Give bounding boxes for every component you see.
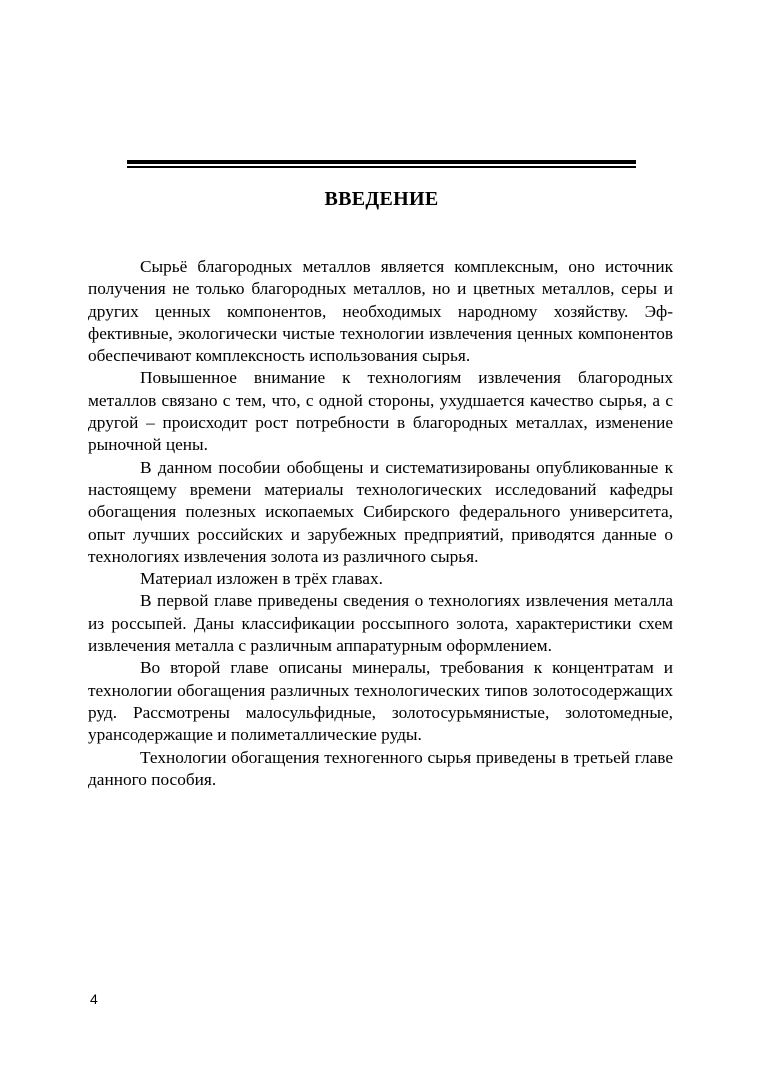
- body-text: [88, 256, 673, 791]
- paragraph-1: Сырьё благородных металлов является комплексным, оно источник получения не только благородных металлов, но и цветных металлов, серы и других ценных компонентов, необходимых народному хозяйству. Эффективные, экологически чистые технологии извлечения ценных компонентов обеспечивают комплексность использования сырья.: [88, 257, 673, 366]
- paragraph-5: В первой главе приведены сведения о технологиях извлечения металла из россыпей. Даны классификации россыпного золота, характеристики схем извлечения металла с различным аппаратурным оформлением.: [88, 591, 673, 656]
- paragraph-2: Повышенное внимание к технологиям извлечения благородных металлов связано с тем, что, с одной стороны, ухудшается качество сырья, а с другой – происходит рост потребности в благородных металлах, изменение рыночной цены.: [88, 368, 673, 455]
- paragraph-7: Технологии обогащения техногенного сырья приведены в третьей главе данного пособия.: [88, 747, 673, 789]
- paragraph-4: Материал изложен в трёх главах.: [140, 569, 383, 589]
- page-title: ВВЕДЕНИЕ: [324, 188, 439, 210]
- page-number: 4: [90, 991, 98, 1007]
- paragraph-3: В данном пособии обобщены и систематизированы опубликованные к настоящему времени материалы технологических исследований кафедры обогащения полезных ископаемых Сибирского федерального университета, опыт лучших российских и зарубежных предприятий, приводятся данные о технологиях извлечения золота из различного сырья.: [88, 457, 673, 566]
- rule-thick-line: [127, 160, 636, 164]
- header-double-rule: [127, 160, 636, 168]
- paragraph-6: Во второй главе описаны минералы, требования к концентратам и технологии обогащения различных технологических типов золотосодержащих руд. Рассмотрены малосульфидные, золотосурьмянистые, золотомедные, урансодержащие и полиметаллические руды.: [88, 658, 673, 745]
- rule-thin-line: [127, 166, 636, 168]
